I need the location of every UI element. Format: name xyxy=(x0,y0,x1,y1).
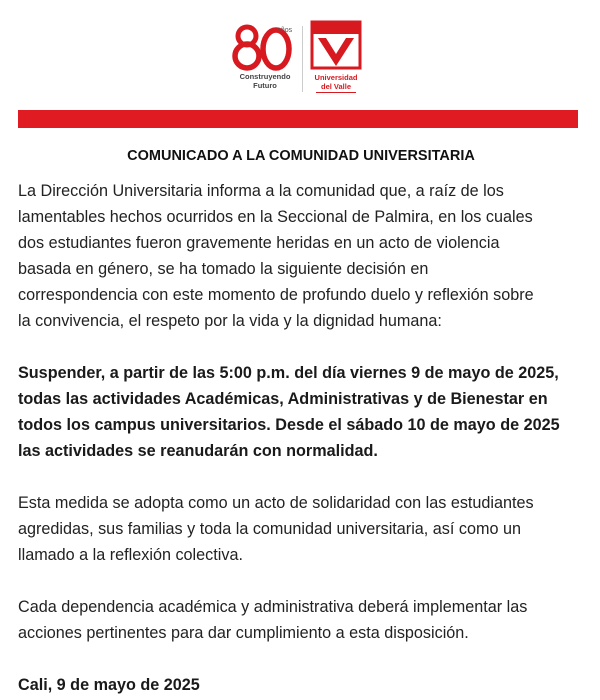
tagline-line-2: Futuro xyxy=(253,80,277,90)
univalle-line-1: Universidad xyxy=(314,73,358,82)
solidarity-line: agredidas, sus familias y toda la comunidad universitaria, así como un xyxy=(18,520,521,538)
solidarity-line: llamado a la reflexión colectiva. xyxy=(18,546,243,564)
communique-body xyxy=(18,148,584,698)
intro-paragraph xyxy=(18,178,584,334)
anniversary-years-label: años xyxy=(277,27,293,34)
intro-line: la convivencia, el respeto por la vida y la dignidad humana: xyxy=(18,312,442,330)
red-header-bar xyxy=(18,110,578,128)
univalle-underline xyxy=(316,92,356,93)
anniversary-80-logo xyxy=(230,22,300,98)
letterhead xyxy=(0,0,600,108)
universidad-del-valle-logo xyxy=(308,20,364,98)
intro-line: La Dirección Universitaria informa a la comunidad que, a raíz de los xyxy=(18,182,504,200)
instruction-paragraph xyxy=(18,594,584,646)
decision-paragraph xyxy=(18,360,584,464)
signature-date: Cali, 9 de mayo de 2025 xyxy=(18,676,200,694)
intro-line: dos estudiantes fueron gravemente heridas en un acto de violencia xyxy=(18,234,500,252)
decision-line: las actividades se reanudarán con normalidad. xyxy=(18,442,378,460)
anniversary-tagline xyxy=(230,73,300,90)
page-title: COMUNICADO A LA COMUNIDAD UNIVERSITARIA xyxy=(127,148,475,164)
tagline-line-1: Construyendo xyxy=(239,72,291,81)
intro-line: lamentables hechos ocurridos en la Seccional de Palmira, en los cuales xyxy=(18,208,533,226)
universidad-del-valle-wordmark xyxy=(308,74,364,91)
decision-line: todas las actividades Académicas, Administrativas y de Bienestar en xyxy=(18,390,548,408)
instruction-line: Cada dependencia académica y administrativa deberá implementar las xyxy=(18,598,528,616)
decision-line: Suspender, a partir de las 5:00 p.m. del día viernes 9 de mayo de 2025, xyxy=(18,364,559,382)
instruction-line: acciones pertinentes para dar cumplimiento a esta disposición. xyxy=(18,624,469,642)
logo-divider xyxy=(302,26,303,92)
solidarity-paragraph xyxy=(18,490,584,568)
solidarity-line: Esta medida se adopta como un acto de solidaridad con las estudiantes xyxy=(18,494,534,512)
decision-line: todos los campus universitarios. Desde el sábado 10 de mayo de 2025 xyxy=(18,416,560,434)
intro-line: correspondencia con este momento de profundo duelo y reflexión sobre xyxy=(18,286,534,304)
univalle-line-2: del Valle xyxy=(320,81,352,91)
intro-line: basada en género, se ha tomado la siguiente decisión en xyxy=(18,260,429,278)
